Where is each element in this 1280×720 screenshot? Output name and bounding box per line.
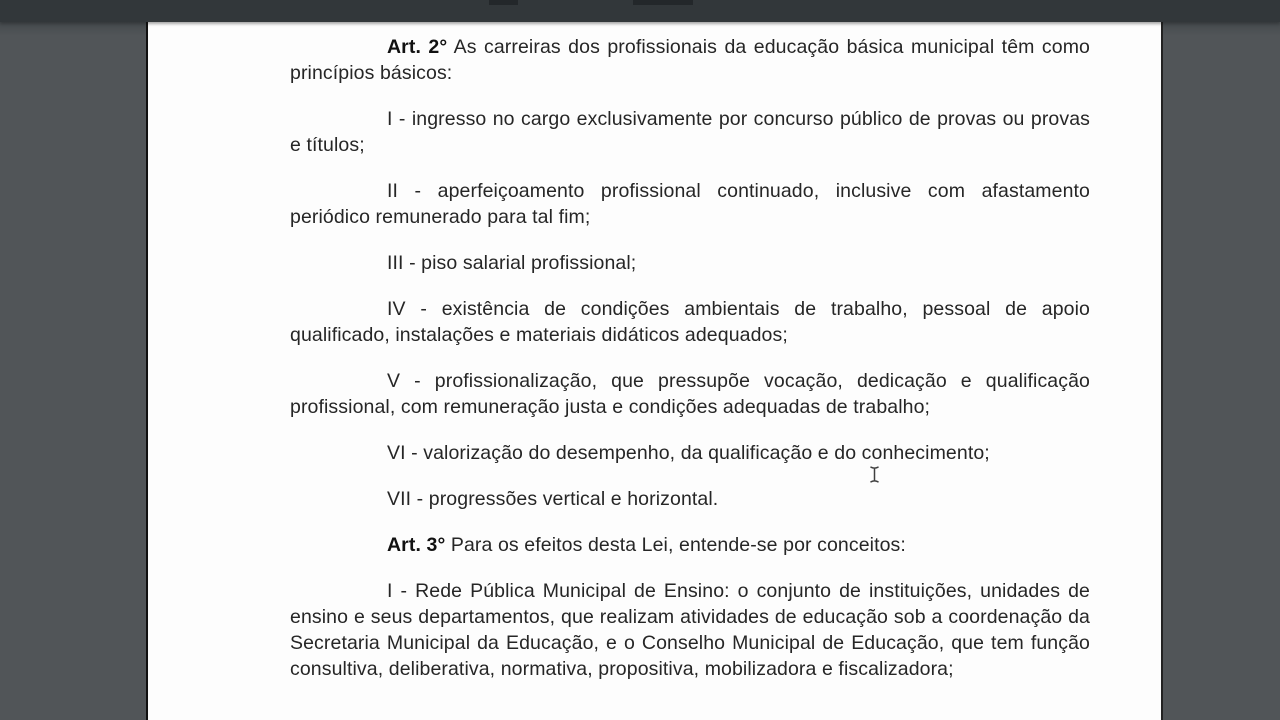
paragraph-item-v xyxy=(290,368,1090,420)
paragraph-art3-item-i xyxy=(290,578,1090,682)
toolbar-notch xyxy=(489,0,518,5)
paragraph-text: VI - valorização do desempenho, da qualificação e do conhecimento; xyxy=(387,442,990,464)
paragraph-item-vii xyxy=(290,486,1090,512)
paragraph-text: VII - progressões vertical e horizontal. xyxy=(387,488,719,510)
toolbar-notch xyxy=(633,0,693,5)
top-toolbar xyxy=(0,0,1280,22)
paragraph-item-vi xyxy=(290,440,1090,466)
paragraph-text: I - Rede Pública Municipal de Ensino: o conjunto de instituições, unidades de ensino e seus departamentos, que realizam atividades de educação sob a coordenação da Secretaria Municipal da Educação, e o Conselho Municipal de Educação, que tem função consultiva, deliberativa, normativa, propositiva, mobilizadora e fiscalizadora; xyxy=(290,580,1090,680)
document-text xyxy=(148,22,1161,682)
paragraph-item-i xyxy=(290,106,1090,158)
document-viewport[interactable] xyxy=(0,22,1280,720)
document-page[interactable] xyxy=(146,22,1163,720)
paragraph-text: III - piso salarial profissional; xyxy=(387,252,637,274)
paragraph-text: IV - existência de condições ambientais de trabalho, pessoal de apoio qualificado, instalações e materiais didáticos adequados; xyxy=(290,298,1090,346)
paragraph-text: I - ingresso no cargo exclusivamente por concurso público de provas ou provas e títulos; xyxy=(290,108,1090,156)
paragraph-art-2 xyxy=(290,34,1090,86)
paragraph-item-iii xyxy=(290,250,1090,276)
paragraph-art-3 xyxy=(290,532,1090,558)
article-2-label: Art. 2° xyxy=(387,36,448,58)
paragraph-item-ii xyxy=(290,178,1090,230)
article-3-label: Art. 3° xyxy=(387,534,446,556)
paragraph-text: II - aperfeiçoamento profissional continuado, inclusive com afastamento periódico remunerado para tal fim; xyxy=(290,180,1090,228)
paragraph-text: As carreiras dos profissionais da educação básica municipal têm como princípios básicos: xyxy=(290,36,1091,84)
paragraph-text: Para os efeitos desta Lei, entende-se por conceitos: xyxy=(445,534,906,556)
paragraph-item-iv xyxy=(290,296,1090,348)
paragraph-text: V - profissionalização, que pressupõe vocação, dedicação e qualificação profissional, com remuneração justa e condições adequadas de trabalho; xyxy=(290,370,1090,418)
